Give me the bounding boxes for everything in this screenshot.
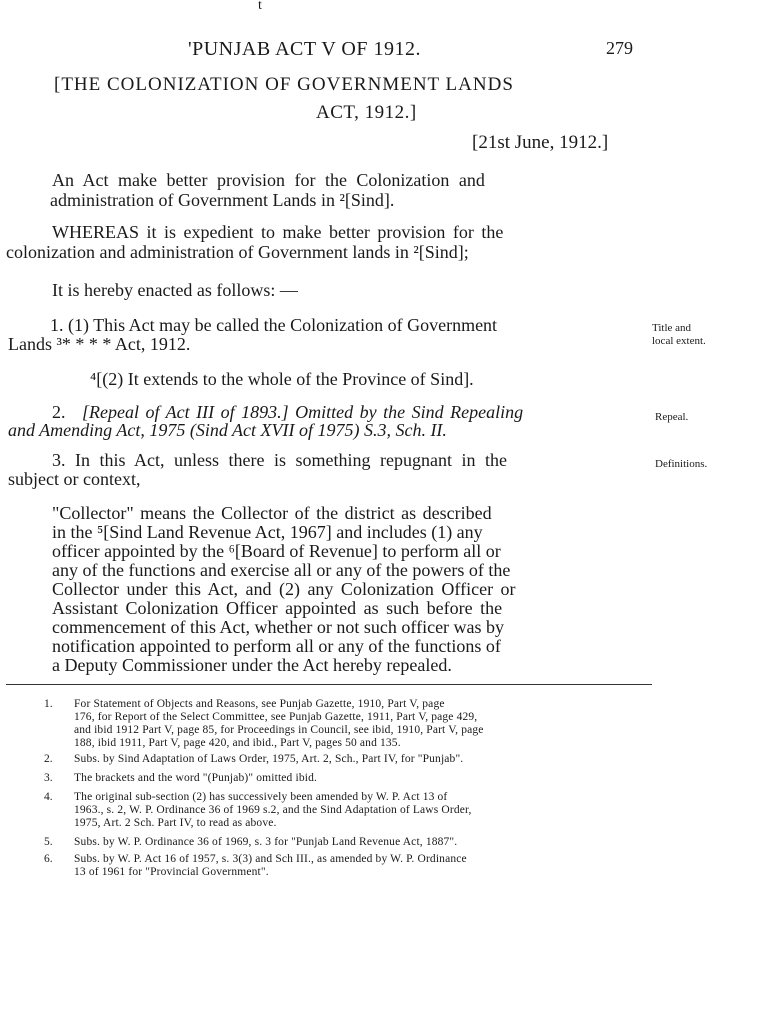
preamble-line-2: administration of Government Lands in ²[Sind]. xyxy=(50,190,395,210)
footnote-1-number: 1. xyxy=(44,698,53,710)
header-title: 'PUNJAB ACT V OF 1912. xyxy=(188,38,422,60)
footnote-1-line-2: 176, for Report of the Select Committee, see Punjab Gazette, 1911, Part V, page 429, xyxy=(74,711,478,723)
collector-def-line-3: officer appointed by the ⁶[Board of Revenue] to perform all or xyxy=(52,541,501,561)
collector-def-line-1: "Collector" means the Collector of the district as described xyxy=(52,503,492,523)
footnote-6-line-1: Subs. by W. P. Act 16 of 1957, s. 3(3) and Sch III., as amended by W. P. Ordinance xyxy=(74,853,467,865)
footnote-6-line-2: 13 of 1961 for "Provincial Government". xyxy=(74,866,269,878)
section-1-line-2: Lands ³* * * * Act, 1912. xyxy=(8,334,191,354)
footnote-5-line-1: Subs. by W. P. Ordinance 36 of 1969, s. 3 for "Punjab Land Revenue Act, 1887". xyxy=(74,836,458,848)
section-1-side-note-1: Title and xyxy=(652,322,692,334)
footnote-5-number: 5. xyxy=(44,836,53,848)
enacted-clause: It is hereby enacted as follows: — xyxy=(52,280,298,300)
section-2-side-note: Repeal. xyxy=(655,411,689,423)
collector-def-line-4: any of the functions and exercise all or any of the powers of the xyxy=(52,560,511,580)
section-2-line-1: [Repeal of Act III of 1893.] Omitted by the Sind Repealing xyxy=(82,402,524,422)
collector-def-line-2: in the ⁵[Sind Land Revenue Act, 1967] and includes (1) any xyxy=(52,522,483,542)
collector-def-line-5: Collector under this Act, and (2) any Colonization Officer or xyxy=(52,579,516,599)
collector-def-line-7: commencement of this Act, whether or not such officer was by xyxy=(52,617,505,637)
section-3-line-2: subject or context, xyxy=(8,469,141,489)
collector-def-line-6: Assistant Colonization Officer appointed as such before the xyxy=(52,598,503,618)
footnote-1-line-3: and ibid 1912 Part V, page 85, for Proceedings in Council, see ibid, 1910, Part V, page xyxy=(74,724,484,736)
act-date: [21st June, 1912.] xyxy=(472,132,609,153)
whereas-line-2: colonization and administration of Government lands in ²[Sind]; xyxy=(6,242,469,262)
footnote-2-number: 2. xyxy=(44,753,53,765)
footnote-divider xyxy=(6,684,652,685)
section-1-side-note-2: local extent. xyxy=(652,335,706,347)
footnote-4-number: 4. xyxy=(44,791,53,803)
preamble-line-1: An Act make better provision for the Colonization and xyxy=(52,170,485,190)
section-2-number: 2. xyxy=(52,402,66,422)
footnote-4-line-3: 1975, Art. 2 Sch. Part IV, to read as above. xyxy=(74,817,277,829)
footnote-2-line-1: Subs. by Sind Adaptation of Laws Order, 1975, Art. 2, Sch., Part IV, for "Punjab". xyxy=(74,753,464,765)
collector-def-line-9: a Deputy Commissioner under the Act hereby repealed. xyxy=(52,655,452,675)
act-title-line-1: [THE COLONIZATION OF GOVERNMENT LANDS xyxy=(54,74,514,95)
footnote-4-line-2: 1963., s. 2, W. P. Ordinance 36 of 1969 s.2, and the Sind Adaptation of Laws Order, xyxy=(74,804,472,816)
section-1-line-1: 1. (1) This Act may be called the Colonization of Government xyxy=(50,315,498,335)
section-1-subsection-2: ⁴[(2) It extends to the whole of the Province of Sind]. xyxy=(90,369,474,389)
collector-def-line-8: notification appointed to perform all or any of the functions of xyxy=(52,636,501,656)
section-3-line-1: 3. In this Act, unless there is something repugnant in the xyxy=(52,450,507,470)
section-3-side-note: Definitions. xyxy=(655,458,708,470)
footnote-3-number: 3. xyxy=(44,772,53,784)
footnote-1-line-4: 188, ibid 1911, Part V, page 420, and ibid., Part V, pages 50 and 135. xyxy=(74,737,401,749)
page-mark: t xyxy=(258,0,262,13)
footnote-3-line-1: The brackets and the word "(Punjab)" omitted ibid. xyxy=(74,772,317,784)
page-number: 279 xyxy=(606,38,633,58)
whereas-line-1: WHEREAS it is expedient to make better provision for the xyxy=(52,222,504,242)
section-2-line-2: and Amending Act, 1975 (Sind Act XVII of 1975) S.3, Sch. II. xyxy=(8,420,447,440)
footnote-6-number: 6. xyxy=(44,853,53,865)
footnote-4-line-1: The original sub-section (2) has successively been amended by W. P. Act 13 of xyxy=(74,791,448,803)
act-title-line-2: ACT, 1912.] xyxy=(316,102,417,123)
footnote-1-line-1: For Statement of Objects and Reasons, see Punjab Gazette, 1910, Part V, page xyxy=(74,698,445,710)
